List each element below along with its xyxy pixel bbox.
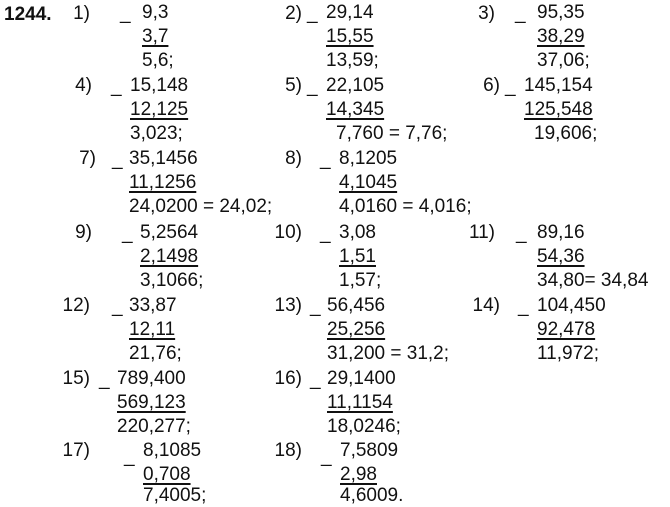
minuend: 5,2564 xyxy=(140,222,199,243)
problem-label: 10) xyxy=(274,222,302,243)
problem-label: 12) xyxy=(62,295,90,316)
minus-sign: _ xyxy=(122,223,133,244)
problem-label: 4) xyxy=(75,75,92,96)
minuend: 33,87 xyxy=(129,295,177,316)
minuend: 789,400 xyxy=(117,368,186,389)
problem-label: 11) xyxy=(468,222,495,243)
minuend: 29,14 xyxy=(326,2,374,23)
problem-label: 15) xyxy=(62,368,90,389)
result: 5,6; xyxy=(142,50,174,71)
subtrahend: 54,36 xyxy=(537,246,585,267)
minuend: 56,456 xyxy=(327,295,386,316)
problem-label: 8) xyxy=(285,148,302,169)
subtrahend: 11,1154 xyxy=(327,392,393,413)
result: 7,4005; xyxy=(143,485,207,506)
minuend: 9,3 xyxy=(142,2,169,23)
minus-sign: _ xyxy=(310,369,321,390)
subtrahend: 2,98 xyxy=(340,464,377,485)
minuend: 8,1085 xyxy=(143,440,202,461)
subtrahend: 15,55 xyxy=(326,26,374,47)
result: 3,1066; xyxy=(140,270,204,291)
minus-sign: _ xyxy=(320,223,331,244)
problem-label: 13) xyxy=(274,295,302,316)
subtrahend: 2,1498 xyxy=(140,246,199,267)
result: 19,606; xyxy=(534,123,598,144)
minus-sign: _ xyxy=(99,369,110,390)
subtrahend: 11,1256 xyxy=(129,172,197,193)
minuend: 29,1400 xyxy=(327,368,396,389)
subtrahend: 92,478 xyxy=(537,319,596,340)
problem-label: 16) xyxy=(274,368,302,389)
subtrahend: 14,345 xyxy=(326,99,385,120)
minuend: 22,105 xyxy=(326,75,385,96)
minus-sign: _ xyxy=(112,296,123,317)
minuend: 7,5809 xyxy=(340,440,399,461)
minuend: 95,35 xyxy=(537,2,585,23)
subtrahend: 0,708 xyxy=(143,464,191,485)
problem-label: 7) xyxy=(79,148,96,169)
exercise-number: 1244. xyxy=(4,4,52,25)
minus-sign: _ xyxy=(120,3,131,24)
minus-sign: _ xyxy=(515,3,526,24)
minuend: 104,450 xyxy=(537,295,606,316)
minus-sign: _ xyxy=(505,76,516,97)
subtrahend: 3,7 xyxy=(142,26,169,47)
problem-label: 9) xyxy=(75,222,92,243)
subtrahend: 38,29 xyxy=(537,26,585,47)
problem-label: 6) xyxy=(483,75,500,96)
problem-label: 17) xyxy=(62,440,90,461)
subtrahend: 12,11 xyxy=(129,319,176,340)
subtrahend: 12,125 xyxy=(130,99,189,120)
minus-sign: _ xyxy=(307,76,318,97)
result: 37,06; xyxy=(537,50,590,71)
problem-label: 3) xyxy=(478,3,495,24)
minus-sign: _ xyxy=(516,223,527,244)
result: 3,023; xyxy=(130,123,183,144)
minus-sign: _ xyxy=(307,3,318,24)
result: 7,760 = 7,76; xyxy=(336,123,448,144)
result: 220,277; xyxy=(117,416,191,437)
minuend: 35,1456 xyxy=(129,148,198,169)
subtrahend: 125,548 xyxy=(524,99,593,120)
result: 21,76; xyxy=(129,343,182,364)
subtrahend: 1,51 xyxy=(339,246,376,267)
minuend: 8,1205 xyxy=(339,148,398,169)
minus-sign: _ xyxy=(310,296,321,317)
result: 13,59; xyxy=(326,50,379,71)
minus-sign: _ xyxy=(320,149,331,170)
problem-label: 14) xyxy=(472,295,500,316)
result: 11,972; xyxy=(537,343,599,364)
result: 4,0160 = 4,016; xyxy=(339,196,472,217)
minus-sign: _ xyxy=(321,446,332,467)
minus-sign: _ xyxy=(111,76,122,97)
minus-sign: _ xyxy=(112,149,123,170)
minuend: 3,08 xyxy=(339,222,376,243)
minus-sign: _ xyxy=(518,296,529,317)
result: 34,80= 34,84 xyxy=(537,270,649,291)
result: 18,0246; xyxy=(327,416,401,437)
result: 1,57; xyxy=(339,270,382,291)
minuend: 145,154 xyxy=(524,75,593,96)
problem-label: 2) xyxy=(285,3,302,24)
minuend: 89,16 xyxy=(537,222,585,243)
minuend: 15,148 xyxy=(130,75,189,96)
subtrahend: 25,256 xyxy=(327,319,386,340)
problem-label: 1) xyxy=(73,3,90,24)
problem-label: 5) xyxy=(285,75,302,96)
subtrahend: 4,1045 xyxy=(339,172,398,193)
minus-sign: _ xyxy=(124,446,135,467)
subtrahend: 569,123 xyxy=(117,392,186,413)
result: 4,6009. xyxy=(340,485,404,506)
result: 24,0200 = 24,02; xyxy=(129,196,273,217)
problem-label: 18) xyxy=(274,440,302,461)
result: 31,200 = 31,2; xyxy=(327,343,450,364)
